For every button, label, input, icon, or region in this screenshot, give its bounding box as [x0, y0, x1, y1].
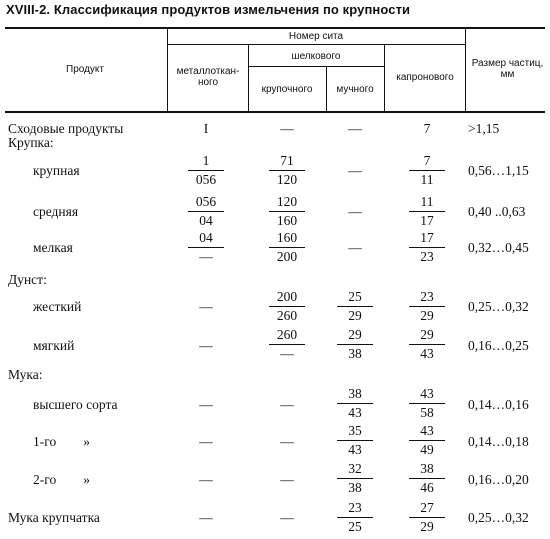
cell-metal: I: [203, 121, 209, 136]
fraction-bar: [409, 344, 445, 345]
denominator: 38: [348, 346, 362, 362]
header-metal: металлоткан-ного: [176, 66, 240, 88]
fraction-bar: [269, 306, 305, 307]
fraction-bar: [337, 517, 373, 518]
numerator: 38: [348, 386, 362, 401]
fraction-bar: [409, 247, 445, 248]
fraction-nylon: [403, 153, 451, 188]
fraction-coarse: [263, 327, 311, 362]
cell-metal: —: [199, 338, 213, 353]
numerator: 260: [276, 327, 298, 342]
numerator: 43: [420, 423, 434, 438]
denominator: 120: [276, 172, 298, 188]
denominator: 49: [420, 442, 434, 458]
group-label: Крупка:: [8, 135, 54, 150]
row-label: Сходовые продукты: [8, 121, 124, 136]
numerator: 38: [420, 461, 434, 476]
fraction-bar: [337, 478, 373, 479]
denominator: 38: [348, 480, 362, 496]
row-label: мелкая: [33, 240, 73, 255]
cell-metal: —: [199, 510, 213, 525]
header-nylon: капронового: [396, 72, 454, 83]
numerator: 23: [420, 289, 434, 304]
fraction-bar: [269, 211, 305, 212]
fraction-nylon: [403, 194, 451, 229]
fraction-nylon: [403, 289, 451, 324]
fraction-bar: [409, 440, 445, 441]
fraction-bar: [337, 306, 373, 307]
header-silk: шелкового: [291, 51, 341, 62]
cell-nylon: 7: [423, 121, 431, 136]
fraction-nylon: [403, 423, 451, 458]
cell-flour: —: [348, 121, 362, 136]
numerator: 7: [423, 153, 431, 168]
denominator: 29: [348, 308, 362, 324]
fraction-bar: [409, 403, 445, 404]
cell-coarse: —: [280, 397, 294, 412]
numerator: 27: [420, 500, 434, 515]
table-title: XVIII-2. Классификация продуктов измельчения по крупности: [6, 2, 411, 17]
denominator: —: [280, 346, 294, 362]
fraction-flour: [331, 386, 379, 421]
fraction-bar: [188, 170, 224, 171]
cell-size: 0,14…0,16: [468, 397, 529, 412]
fraction-metal: [182, 194, 230, 229]
fraction-flour: [331, 461, 379, 496]
cell-size: 0,25…0,32: [468, 510, 529, 525]
fraction-coarse: [263, 289, 311, 324]
fraction-bar: [409, 306, 445, 307]
cell-coarse: —: [280, 510, 294, 525]
denominator: 29: [420, 519, 434, 535]
group-label: Мука:: [8, 367, 43, 382]
cell-metal: —: [199, 397, 213, 412]
denominator: 260: [276, 308, 298, 324]
header-silk-coarse: крупочного: [261, 84, 313, 95]
row-label: мягкий: [33, 338, 75, 353]
cell-size: 0,56…1,15: [468, 163, 529, 178]
cell-coarse: —: [280, 121, 294, 136]
cell-metal: —: [199, 299, 213, 314]
numerator: 35: [348, 423, 362, 438]
group-label: Дунст:: [8, 272, 47, 287]
cell-coarse: —: [280, 472, 294, 487]
header-silk-flour: мучного: [336, 84, 374, 95]
fraction-nylon: [403, 500, 451, 535]
fraction-nylon: [403, 386, 451, 421]
row-label: Мука крупчатка: [8, 510, 100, 525]
fraction-bar: [269, 344, 305, 345]
numerator: 120: [276, 194, 298, 209]
fraction-bar: [337, 344, 373, 345]
denominator: 056: [195, 172, 217, 188]
fraction-metal: [182, 230, 230, 265]
col-divider-5: [465, 28, 466, 111]
denominator: 58: [420, 405, 434, 421]
denominator: 43: [348, 405, 362, 421]
fraction-bar: [409, 517, 445, 518]
fraction-coarse: [263, 230, 311, 265]
row-label: 1-го »: [33, 434, 90, 449]
cell-size: 0,16…0,20: [468, 472, 529, 487]
numerator: 17: [420, 230, 434, 245]
cell-coarse: —: [280, 434, 294, 449]
denominator: 200: [276, 249, 298, 265]
col-divider-4: [384, 44, 385, 111]
fraction-bar: [409, 211, 445, 212]
numerator: 43: [420, 386, 434, 401]
fraction-nylon: [403, 230, 451, 265]
row-label: средняя: [33, 204, 79, 219]
numerator: 200: [276, 289, 298, 304]
cell-size: 0,16…0,25: [468, 338, 529, 353]
denominator: 46: [420, 480, 434, 496]
fraction-nylon: [403, 461, 451, 496]
cell-size: 0,32…0,45: [468, 240, 529, 255]
fraction-flour: [331, 289, 379, 324]
fraction-bar: [269, 170, 305, 171]
header-sieve-number: Номер сита: [288, 31, 344, 42]
denominator: —: [199, 249, 213, 265]
row-label: жесткий: [33, 299, 82, 314]
cell-size: 0,40 ..0,63: [468, 204, 526, 219]
fraction-bar: [409, 170, 445, 171]
numerator: 32: [348, 461, 362, 476]
fraction-flour: [331, 423, 379, 458]
numerator: 056: [195, 194, 217, 209]
row-label: 2-го »: [33, 472, 90, 487]
fraction-bar: [409, 478, 445, 479]
numerator: 71: [280, 153, 294, 168]
numerator: 29: [348, 327, 362, 342]
numerator: 04: [199, 230, 213, 245]
fraction-coarse: [263, 153, 311, 188]
header-bottom-rule: [5, 111, 545, 113]
cell-size: 0,14…0,18: [468, 434, 529, 449]
denominator: 43: [420, 346, 434, 362]
row-label: крупная: [33, 163, 80, 178]
cell-metal: —: [199, 472, 213, 487]
fraction-bar: [188, 247, 224, 248]
denominator: 04: [199, 213, 213, 229]
fraction-flour: [331, 500, 379, 535]
header-size: Размер частиц, мм: [471, 58, 544, 80]
fraction-bar: [337, 440, 373, 441]
cell-flour: —: [348, 204, 362, 219]
numerator: 29: [420, 327, 434, 342]
denominator: 17: [420, 213, 434, 229]
denominator: 25: [348, 519, 362, 535]
cell-flour: —: [348, 163, 362, 178]
numerator: 23: [348, 500, 362, 515]
fraction-bar: [269, 247, 305, 248]
denominator: 160: [276, 213, 298, 229]
top-rule: [5, 27, 545, 29]
silk-underline: [248, 66, 384, 67]
row-label: высшего сорта: [33, 397, 118, 412]
fraction-bar: [337, 403, 373, 404]
header-product: Продукт: [66, 64, 104, 75]
denominator: 23: [420, 249, 434, 265]
numerator: 1: [202, 153, 210, 168]
fraction-flour: [331, 327, 379, 362]
fraction-nylon: [403, 327, 451, 362]
denominator: 11: [420, 172, 434, 188]
numerator: 160: [276, 230, 298, 245]
sieve-underline: [167, 44, 465, 45]
numerator: 11: [420, 194, 434, 209]
fraction-bar: [188, 211, 224, 212]
cell-metal: —: [199, 434, 213, 449]
denominator: 43: [348, 442, 362, 458]
denominator: 29: [420, 308, 434, 324]
cell-flour: —: [348, 240, 362, 255]
fraction-metal: [182, 153, 230, 188]
numerator: 25: [348, 289, 362, 304]
cell-size: 0,25…0,32: [468, 299, 529, 314]
fraction-coarse: [263, 194, 311, 229]
cell-size: >1,15: [468, 121, 500, 136]
